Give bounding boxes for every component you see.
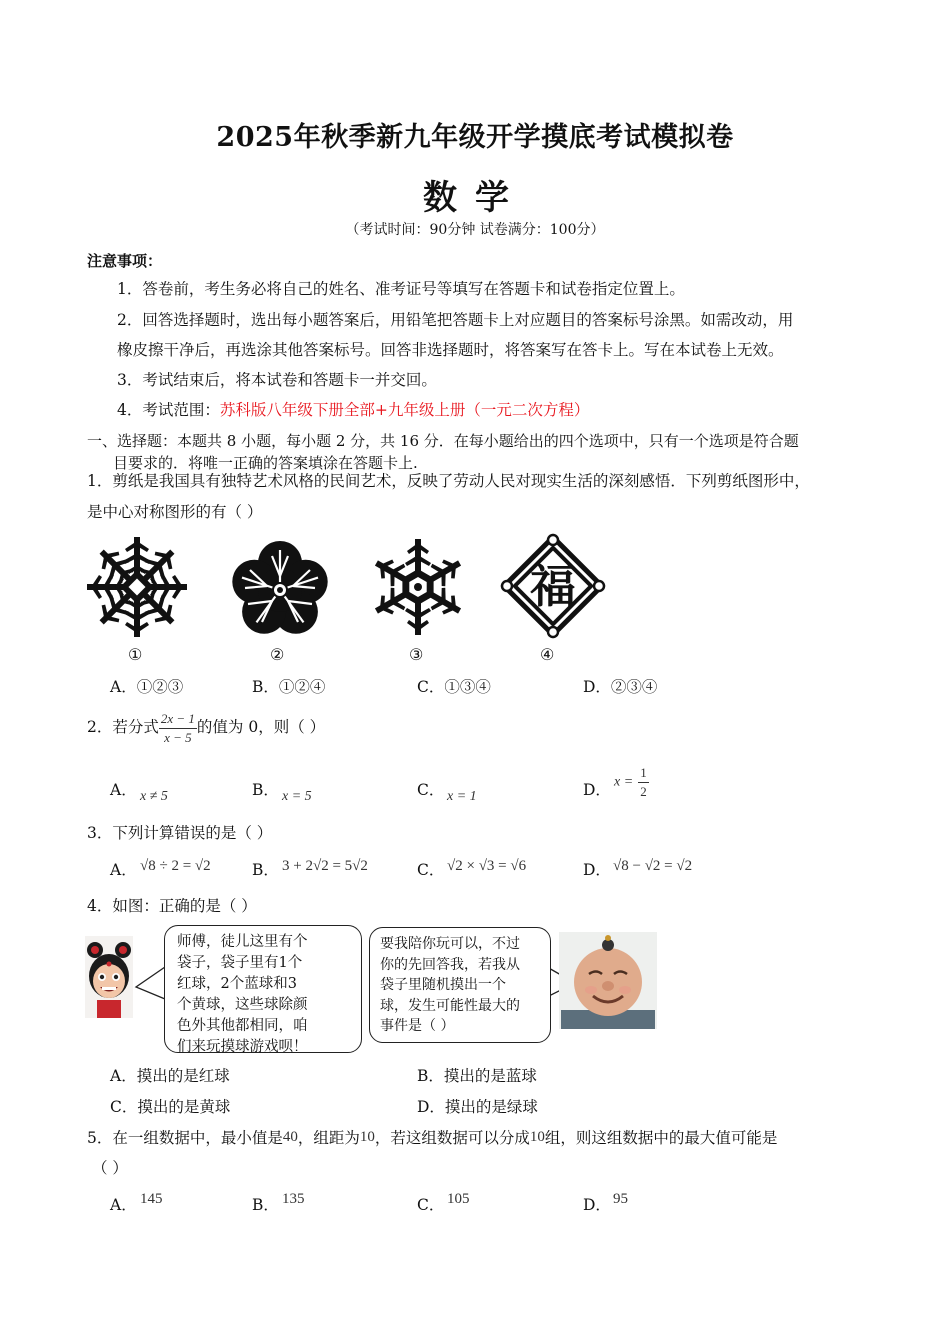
q2-d-num: 1	[638, 764, 649, 783]
q2-option-b-value: x = 5	[282, 789, 312, 804]
q5-option-c-value: 105	[447, 1191, 470, 1207]
q2-stem	[87, 705, 862, 749]
q1-option-a[interactable]: A．①②③	[110, 678, 184, 696]
cartoon-man-image	[559, 932, 657, 1029]
q4-option-a[interactable]: A．摸出的是红球	[110, 1067, 230, 1085]
bubble-left-line-2: 袋子，袋子里有1个	[177, 955, 303, 971]
q5-groups: 10	[529, 1129, 545, 1145]
q2-frac-num: 2x − 1	[159, 710, 197, 729]
q2-stem-pre: 2．若分式	[87, 718, 159, 736]
q2-fraction	[159, 710, 197, 747]
q5-stem	[87, 1122, 862, 1153]
q3-option-c-expr: √2 × √3 = √6	[447, 858, 527, 874]
q2-stem-post: 的值为 0，则（ ）	[196, 718, 326, 736]
q3-option-a-label[interactable]: A．	[110, 861, 137, 879]
bubble-right-line-5: 事件是（ ）	[380, 1018, 455, 1034]
q2-option-b-label[interactable]: B．	[252, 781, 279, 799]
fu-character: 福	[530, 559, 576, 613]
papercut-flower-2	[230, 540, 330, 640]
q1-stem-1: 1．剪纸是我国具有独特艺术风格的民间艺术，反映了劳动人民对现实生活的深刻感悟．下列剪纸图形中，	[87, 472, 810, 490]
q2-option-c-value: x = 1	[447, 789, 477, 804]
q3-option-b-expr: 3 + 2√2 = 5√2	[282, 858, 368, 874]
exam-title: 2025年秋季新九年级开学摸底考试模拟卷	[216, 122, 734, 153]
figure-label-4: ④	[540, 645, 555, 664]
exam-info: （考试时间：90分钟 试卷满分：100分）	[345, 222, 605, 238]
notice-heading: 注意事项：	[87, 252, 163, 270]
q1-option-d[interactable]: D．②③④	[583, 678, 658, 696]
bubble-left-line-1: 师傅，徒儿这里有个	[177, 934, 308, 950]
q3-option-d-expr: √8 − √2 = √2	[613, 858, 693, 874]
q5-stem-part-2: ，组距为	[297, 1129, 360, 1147]
q4-option-c[interactable]: C．摸出的是黄球	[110, 1098, 231, 1116]
q3-option-d-label[interactable]: D．	[583, 861, 611, 879]
notice-item-4	[117, 395, 862, 426]
q4-stem: 4．如图：正确的是（ ）	[87, 897, 257, 915]
bubble-left-line-6: 们来玩摸球游戏呗！	[177, 1039, 308, 1055]
q5-option-d-value: 95	[613, 1191, 628, 1207]
q5-stem-part-3: ，若这组数据可以分成	[374, 1129, 530, 1147]
q5-min-value: 40	[282, 1129, 298, 1145]
q5-option-b-value: 135	[282, 1191, 305, 1207]
speech-bubble-right	[369, 927, 551, 1043]
q1-stem-2: 是中心对称图形的有（ ）	[87, 503, 263, 521]
scope-highlight: 苏科版八年级下册全部+九年级上册（一元二次方程）	[219, 401, 590, 419]
bubble-right-line-2: 你的先回答我，若我从	[380, 956, 520, 973]
bubble-left-line-4: 个黄球，这些球除颜	[177, 997, 308, 1013]
notice-item-3: 3．考试结束后，将本试卷和答题卡一并交回。	[117, 371, 437, 389]
papercut-snowflake-1	[85, 535, 189, 639]
section-line-1: 一、选择题：本题共 8 小题，每小题 2 分，共 16 分．在每小题给出的四个选项中，只有一个选项是符合题	[87, 432, 799, 450]
bubble-right-line-3: 袋子里随机摸出一个	[380, 977, 506, 993]
q2-frac-den: x − 5	[164, 729, 192, 745]
figure-label-1: ①	[128, 645, 143, 664]
notice-item-2-cont: 橡皮擦干净后，再选涂其他答案标号。回答非选择题时，将答案写在答卡上。写在本试卷上无效。	[117, 341, 784, 359]
q2-option-d-value	[614, 764, 649, 801]
q2-option-a-value: x ≠ 5	[140, 789, 168, 804]
q5-option-a-label[interactable]: A．	[110, 1196, 137, 1214]
q3-option-b-label[interactable]: B．	[252, 861, 279, 879]
cartoon-girl-image	[85, 936, 133, 1018]
q1-option-b[interactable]: B．①②④	[252, 678, 326, 696]
papercut-fu-4	[498, 531, 608, 641]
speech-bubble-left	[164, 925, 362, 1053]
q5-stem-2: （ ）	[92, 1159, 128, 1177]
q5-option-a-value: 145	[140, 1191, 163, 1207]
q5-stem-part-1: 5．在一组数据中，最小值是	[87, 1129, 283, 1147]
q5-option-d-label[interactable]: D．	[583, 1196, 611, 1214]
q5-option-c-label[interactable]: C．	[417, 1196, 445, 1214]
q2-d-den: 2	[640, 784, 647, 799]
section-line-2: 目要求的．将唯一正确的答案填涂在答题卡上.	[113, 454, 418, 472]
q4-option-d[interactable]: D．摸出的是绿球	[417, 1098, 538, 1116]
figure-label-2: ②	[270, 645, 285, 664]
q2-option-a-label[interactable]: A．	[110, 781, 137, 799]
scope-label: 4．考试范围：	[117, 401, 220, 419]
q3-option-c-label[interactable]: C．	[417, 861, 445, 879]
figure-label-3: ③	[409, 645, 424, 664]
q1-option-c[interactable]: C．①③④	[417, 678, 491, 696]
bubble-left-line-5: 色外其他都相同，咱	[177, 1018, 308, 1034]
q3-stem: 3．下列计算错误的是（ ）	[87, 824, 273, 842]
subject-title: 数学	[423, 178, 527, 218]
q2-option-d-label[interactable]: D．	[583, 781, 611, 799]
q3-option-a-expr: √8 ÷ 2 = √2	[140, 858, 211, 874]
bubble-right-line-4: 球，发生可能性最大的	[380, 997, 520, 1014]
q4-option-b[interactable]: B．摸出的是蓝球	[417, 1067, 537, 1085]
bubble-left-line-3: 红球，2个蓝球和3	[177, 976, 297, 992]
notice-item-1: 1．答卷前，考生务必将自己的姓名、准考证号等填写在答题卡和试卷指定位置上。	[117, 280, 685, 298]
q2-d-fraction	[638, 764, 649, 801]
papercut-snowflake-3	[368, 537, 468, 637]
notice-item-2: 2．回答选择题时，选出每小题答案后，用铅笔把答题卡上对应题目的答案标号涂黑。如需改动，用	[117, 311, 794, 329]
q5-stem-part-4: 组，则这组数据中的最大值可能是	[544, 1129, 778, 1147]
q2-d-lhs: x =	[614, 774, 634, 790]
bubble-right-line-1: 要我陪你玩可以，不过	[380, 936, 520, 952]
q5-option-b-label[interactable]: B．	[252, 1196, 279, 1214]
q5-interval: 10	[359, 1129, 375, 1145]
q2-option-c-label[interactable]: C．	[417, 781, 445, 799]
